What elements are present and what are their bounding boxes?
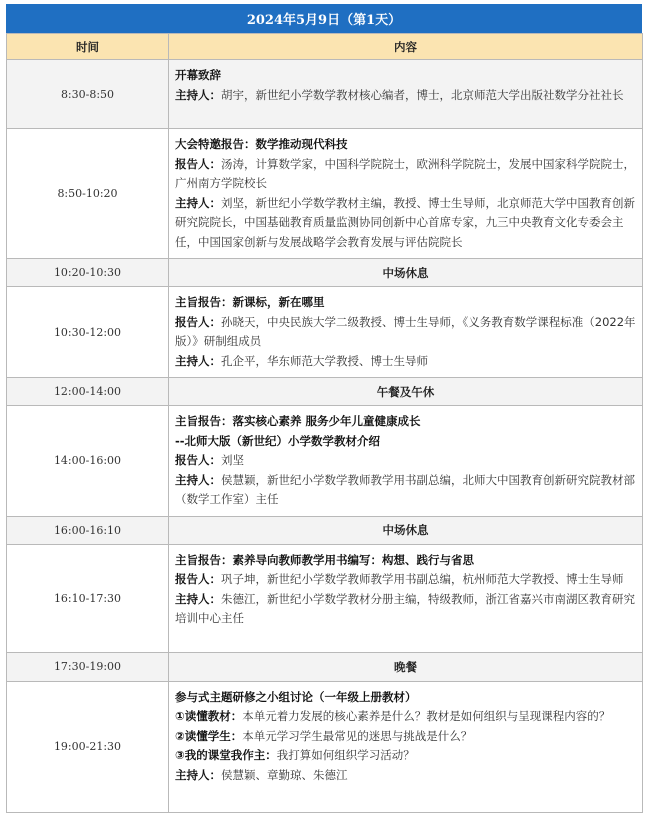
line-label: 主持人： — [175, 195, 221, 210]
content-line — [175, 155, 636, 194]
break-cell: 中场休息 — [169, 516, 643, 544]
line-label: 报告人： — [175, 572, 221, 586]
content-line — [175, 766, 636, 786]
line-text: 刘坚 — [221, 453, 244, 467]
line-label: ②读懂学生： — [175, 728, 243, 743]
content-cell — [169, 129, 643, 259]
schedule-row — [7, 652, 643, 681]
line-text: 汤涛，计算数学家，中国科学院院士，欧洲科学院院士，发展中国家科学院院士，广州南方学院校长 — [175, 156, 635, 190]
time-cell: 10:20-10:30 — [7, 259, 169, 287]
content-cell — [169, 406, 643, 517]
line-text: 侯慧颖，新世纪小学数学教师教学用书副总编，北师大中国教育创新研究院教材部（数学工作室）主任 — [175, 472, 635, 506]
line-label: ③我的课堂我作主： — [175, 748, 277, 762]
line-label: 主持人： — [175, 353, 221, 368]
content-line — [175, 746, 636, 766]
schedule-row — [7, 287, 643, 378]
content-line — [175, 313, 636, 352]
line-text: 孙晓天，中央民族大学二级教授、博士生导师，《义务教育数学课程标准（2022年版）》研制组成员 — [175, 314, 636, 348]
line-label: 主旨报告：新课标，新在哪里 — [175, 295, 325, 309]
line-label: 报告人： — [175, 314, 221, 329]
content-line — [175, 590, 636, 629]
line-text: 本单元着力发展的核心素养是什么？教材是如何组织与呈现课程内容的？ — [242, 709, 611, 723]
line-label: 主持人： — [175, 591, 221, 606]
time-cell: 8:50-10:20 — [7, 129, 169, 259]
schedule-row — [7, 406, 643, 517]
content-line — [175, 451, 636, 471]
content-line — [175, 412, 636, 432]
content-cell — [169, 681, 643, 812]
content-line — [175, 432, 636, 452]
time-header: 时间 — [7, 34, 169, 60]
line-label: 主旨报告：素养导向教师教学用书编写：构想、践行与省思 — [175, 552, 474, 567]
content-line — [175, 293, 636, 313]
line-text: 孔企平，华东师范大学教授、博士生导师 — [221, 353, 428, 368]
line-label: 主旨报告：落实核心素养 服务少年儿童健康成长 — [175, 414, 421, 428]
line-text: 刘坚，新世纪小学数学教材主编，教授、博士生导师，北京师范大学中国教育创新研究院院长，中国基础教育质量监测协同创新中心首席专家，九三中央教育文化专委会主任，中国国家创新与发展战略学会教育发展与评估院院长 — [175, 195, 635, 249]
schedule-row — [7, 681, 643, 812]
line-text: 本单元学习学生最常见的迷思与挑战是什么？ — [242, 728, 473, 743]
content-line — [175, 194, 636, 253]
line-label: ①读懂教材： — [175, 709, 243, 723]
time-cell: 16:10-17:30 — [7, 544, 169, 652]
schedule-row — [7, 544, 643, 652]
content-line — [175, 471, 636, 510]
content-line — [175, 135, 636, 155]
line-label: 主持人： — [175, 87, 221, 102]
line-text: 巩子坤，新世纪小学数学教师教学用书副总编，杭州师范大学教授、博士生导师 — [221, 572, 624, 586]
break-cell: 中场休息 — [169, 259, 643, 287]
line-label: 主持人： — [175, 767, 221, 782]
line-label: 大会特邀报告：数学推动现代科技 — [175, 137, 348, 151]
time-cell: 8:30-8:50 — [7, 60, 169, 129]
content-line — [175, 551, 636, 571]
schedule-row — [7, 129, 643, 259]
line-label: --北师大版（新世纪）小学数学教材介绍 — [175, 433, 381, 448]
content-line — [175, 570, 636, 590]
schedule-row — [7, 60, 643, 129]
content-header: 内容 — [169, 34, 643, 60]
day-banner: 2024年5月9日（第1天） — [6, 4, 642, 33]
content-line — [175, 727, 636, 747]
content-line — [175, 688, 636, 708]
line-label: 参与式主题研修之小组讨论（一年级上册教材） — [175, 689, 417, 704]
line-text: 朱德江，新世纪小学数学教材分册主编，特级教师，浙江省嘉兴市南湖区教育研究培训中心主任 — [175, 591, 635, 625]
schedule-table — [6, 33, 643, 813]
content-cell — [169, 60, 643, 129]
line-text: 侯慧颖、章勤琼、朱德江 — [221, 767, 348, 782]
line-label: 开幕致辞 — [175, 68, 221, 82]
time-cell: 19:00-21:30 — [7, 681, 169, 812]
time-cell: 16:00-16:10 — [7, 516, 169, 544]
line-label: 报告人： — [175, 453, 221, 467]
schedule-row — [7, 259, 643, 287]
content-line — [175, 352, 636, 372]
schedule-row — [7, 516, 643, 544]
time-cell: 17:30-19:00 — [7, 652, 169, 681]
time-cell: 10:30-12:00 — [7, 287, 169, 378]
line-text: 胡宇，新世纪小学数学教材核心编者，博士，北京师范大学出版社数学分社社长 — [221, 87, 624, 102]
break-cell: 午餐及午休 — [169, 378, 643, 406]
content-line — [175, 707, 636, 727]
content-cell — [169, 544, 643, 652]
time-cell: 14:00-16:00 — [7, 406, 169, 517]
schedule-row — [7, 378, 643, 406]
line-label: 主持人： — [175, 472, 221, 487]
content-line — [175, 66, 636, 86]
content-cell — [169, 287, 643, 378]
line-text: 我打算如何组织学习活动？ — [276, 748, 415, 762]
break-cell: 晚餐 — [169, 652, 643, 681]
time-cell: 12:00-14:00 — [7, 378, 169, 406]
line-label: 报告人： — [175, 156, 221, 171]
content-line — [175, 86, 636, 106]
